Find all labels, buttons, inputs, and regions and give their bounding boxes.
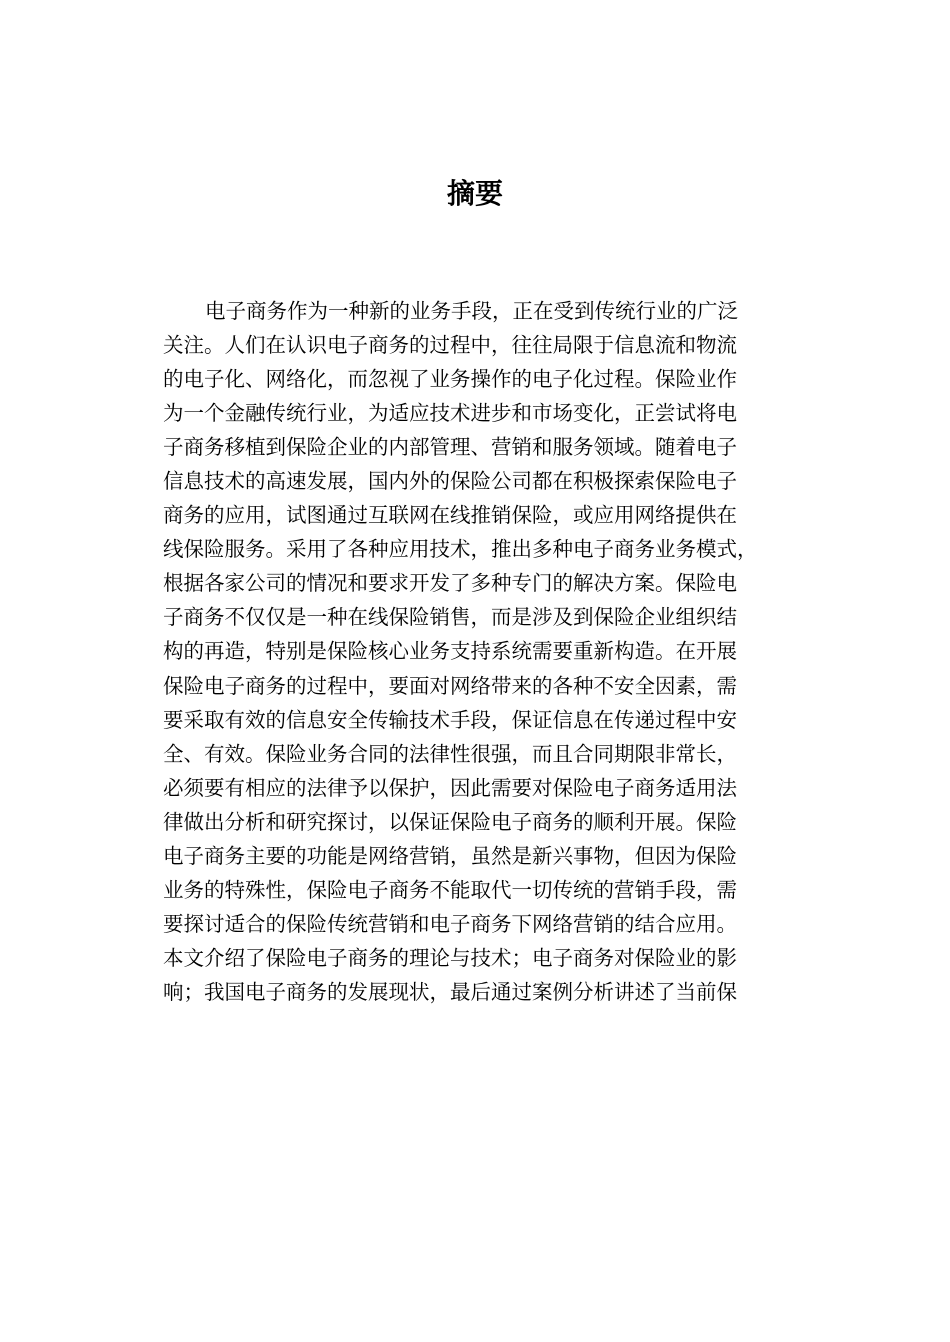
body-line: 构的再造，特别是保险核心业务支持系统需要重新构造。在开展 [163, 639, 737, 664]
body-line: 子商务移植到保险企业的内部管理、营销和服务领域。随着电子 [163, 435, 737, 460]
abstract-body [163, 294, 793, 1009]
body-line: 子商务不仅仅是一种在线保险销售，而是涉及到保险企业组织结 [163, 605, 737, 630]
body-line: 业务的特殊性，保险电子商务不能取代一切传统的营销手段，需 [163, 877, 737, 902]
body-line: 关注。人们在认识电子商务的过程中，往往局限于信息流和物流 [163, 333, 737, 358]
body-line: 本文介绍了保险电子商务的理论与技术；电子商务对保险业的影 [163, 945, 737, 970]
body-line: 保险电子商务的过程中，要面对网络带来的各种不安全因素，需 [163, 673, 737, 698]
body-line: 线保险服务。采用了各种应用技术，推出多种电子商务业务模式， [163, 537, 758, 562]
page-title: 摘要 [446, 177, 503, 210]
body-line: 要探讨适合的保险传统营销和电子商务下网络营销的结合应用。 [163, 911, 737, 936]
body-line: 律做出分析和研究探讨，以保证保险电子商务的顺利开展。保险 [163, 809, 737, 834]
body-line: 响；我国电子商务的发展现状，最后通过案例分析讲述了当前保 [163, 979, 737, 1004]
body-line: 根据各家公司的情况和要求开发了多种专门的解决方案。保险电 [163, 571, 737, 596]
body-line: 为一个金融传统行业，为适应技术进步和市场变化，正尝试将电 [163, 401, 737, 426]
body-line: 的电子化、网络化，而忽视了业务操作的电子化过程。保险业作 [163, 367, 737, 392]
body-line: 全、有效。保险业务合同的法律性很强，而且合同期限非常长， [163, 741, 737, 766]
body-line: 信息技术的高速发展，国内外的保险公司都在积极探索保险电子 [163, 469, 737, 494]
body-line: 电子商务主要的功能是网络营销，虽然是新兴事物，但因为保险 [163, 843, 737, 868]
body-line: 要采取有效的信息安全传输技术手段，保证信息在传递过程中安 [163, 707, 737, 732]
body-line: 必须要有相应的法律予以保护，因此需要对保险电子商务适用法 [163, 775, 737, 800]
body-line: 商务的应用，试图通过互联网在线推销保险，或应用网络提供在 [163, 503, 737, 528]
body-line: 电子商务作为一种新的业务手段，正在受到传统行业的广泛 [205, 299, 738, 323]
